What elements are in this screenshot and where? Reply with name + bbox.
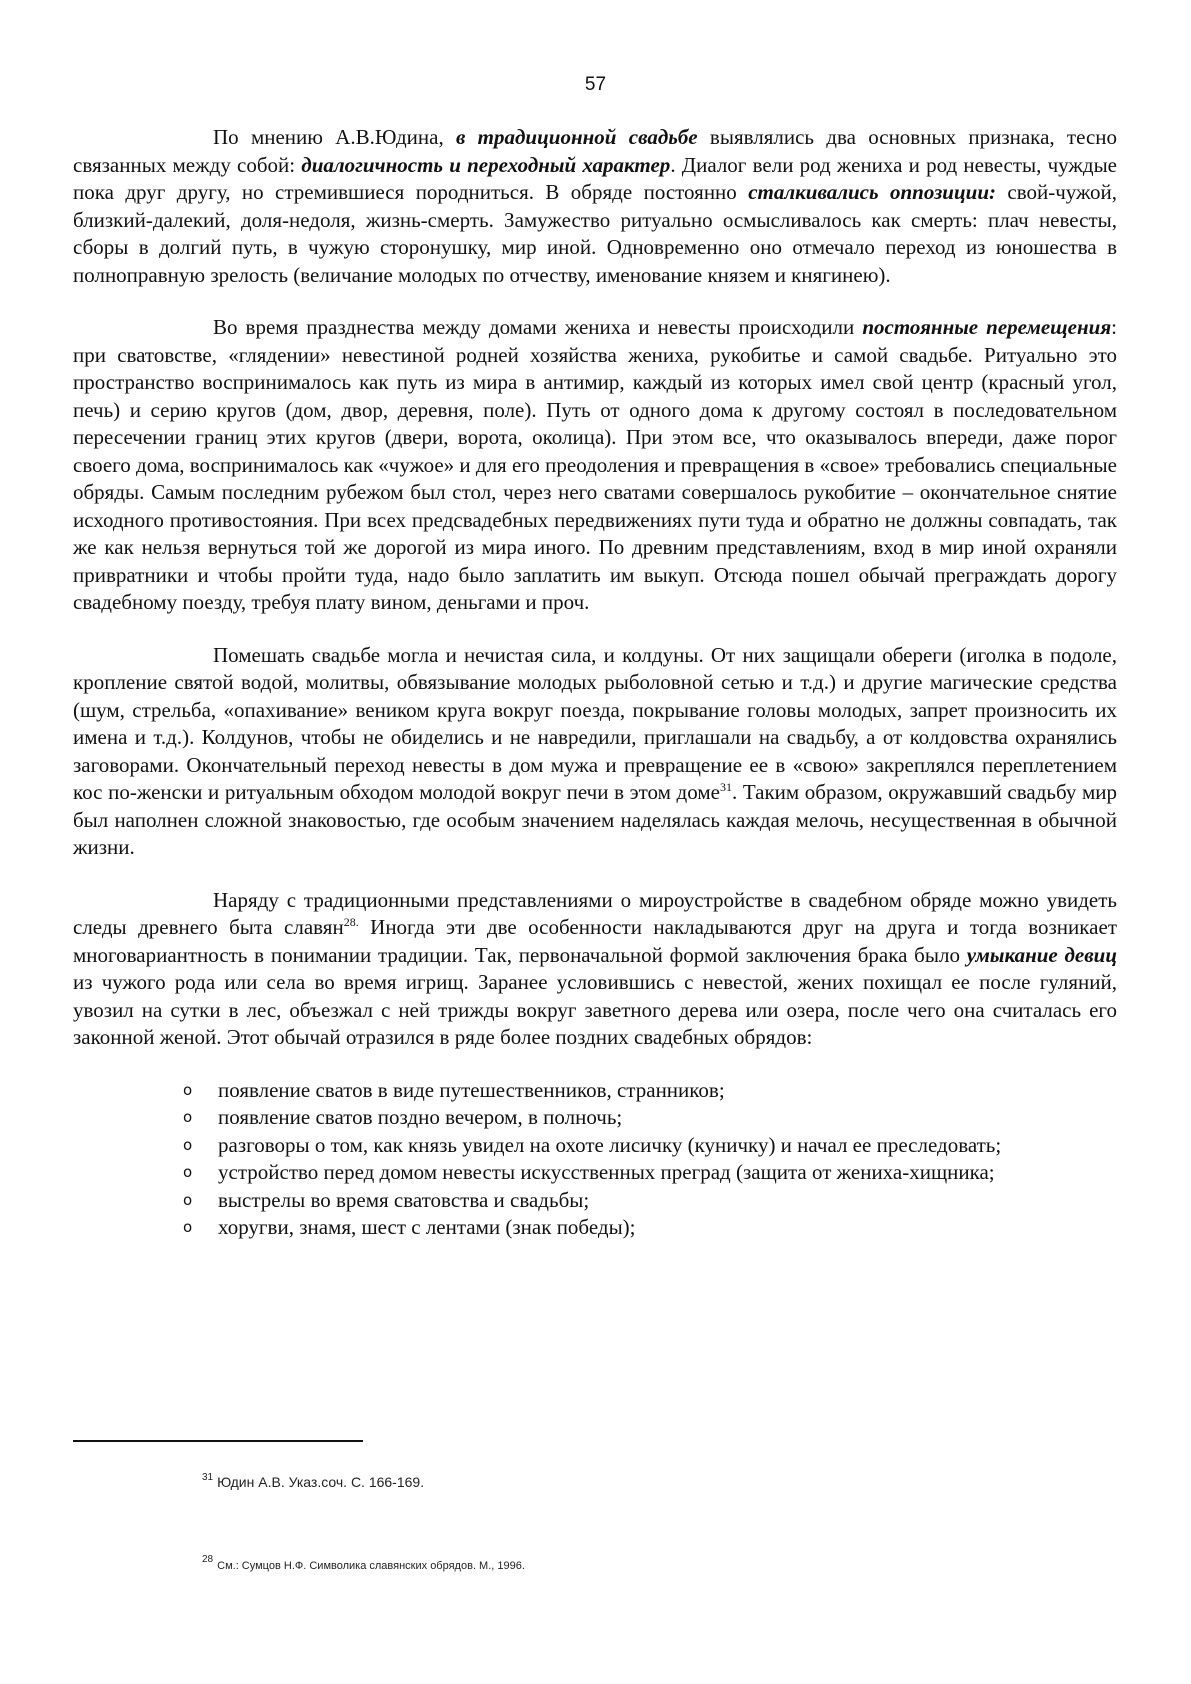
bullet-marker: o — [183, 1135, 193, 1154]
emphasis-term: умыкание девиц — [966, 942, 1117, 967]
list-item — [73, 1132, 1117, 1160]
footnote-number: 28 — [202, 1554, 214, 1565]
text-run: Во время празднества между домами жениха и невесты происходили — [213, 315, 863, 339]
list-item — [73, 1104, 1117, 1132]
list-item — [73, 1214, 1117, 1242]
text-run: Наряду с традиционными представлениями о мироустройстве в свадебном обряде можно увидеть следы древнего быта славян — [73, 887, 1117, 939]
list-item-text: разговоры о том, как князь увидел на охоте лисичку (куничку) и начал ее преследовать; — [218, 1132, 1002, 1157]
footnote-number: 31 — [202, 1472, 214, 1483]
bullet-list — [73, 1077, 1117, 1242]
text-run: выявлялись два основных признака, тесно связанных между собой: — [73, 125, 1118, 177]
text-run: свой-чужой, близкий-далекий, доля-недоля, жизнь-смерть. Замужество ритуально осмысливалось как смерть: плач невесты, сборы в долгий путь, в чужую сторонушку, мир иной. Одновременно оно отмечало переход из юношества в полноправную зрелость (величание молодых по отчеству, именование князем и княгинею). — [73, 180, 1117, 287]
list-item — [73, 1077, 1117, 1105]
text-run: . Диалог вели род жениха и род невесты, чуждые пока друг другу, но стремившиеся породниться. В обряде постоянно — [73, 152, 1117, 204]
paragraph-3 — [73, 642, 1117, 862]
footnote-text: Юдин А.В. Указ.соч. С. 166-169. — [217, 1474, 425, 1490]
bullet-marker: o — [183, 1163, 193, 1181]
footnote — [202, 1474, 424, 1490]
list-item-text: появление сватов в виде путешественников, странников; — [218, 1077, 725, 1102]
emphasis-term: сталкивались оппозиции: — [748, 180, 996, 204]
list-item-text: хоругви, знамя, шест с лентами (знак победы); — [218, 1215, 636, 1239]
list-item-text: выстрелы во время сватовства и свадьбы; — [218, 1187, 590, 1212]
bullet-marker: o — [183, 1108, 193, 1126]
text-run: . Таким образом, окружавший свадьбу мир был наполнен сложной знаковостью, где особым значением наделялась каждая мелочь, несущественная в обычной жизни. — [73, 780, 1118, 859]
text-run: : при сватовстве, «глядении» невестиной родней хозяйства жениха, рукобитье и самой свадьбе. Ритуально это пространство воспринималось как путь из мира в антимир, каждый из которых имел свой центр (красный угол, печь) и серию кругов (дом, двор, деревня, поле). Путь от одного дома к другому состоял в последовательном пересечении границ этих кругов (двери, ворота, околица). При этом все, что оказывалось впереди, даже порог своего дома, воспринималось как «чужое» и для его преодоления и превращения в «свое» требовались специальные обряды. Самым последним рубежом был стол, через него сватами совершалось рукобитие – окончательное снятие исходного противостояния. При всех предсвадебных передвижениях пути туда и обратно не должны совпадать, так же как нельзя вернуться той же дорогой из мира иного. По древним представлениям, вход в мир иной охраняли привратники и чтобы пройти туда, надо было заплатить им выкуп. Отсюда пошел обычай преграждать дорогу свадебному поезду, требуя плату вином, деньгами и проч. — [73, 315, 1117, 614]
list-item-text: устройство перед домом невесты искусственных преград (защита от жениха-хищника; — [218, 1160, 995, 1184]
footnote — [202, 1554, 525, 1572]
emphasis-term: диалогичность и переходный характер — [301, 152, 671, 177]
list-item-text: появление сватов поздно вечером, в полночь; — [218, 1105, 623, 1129]
text-run: из чужого рода или села во время игрищ. Заранее условившись с невестой, жених похищал ее после гуляний, увозил на сутки в лес, объезжал с ней трижды вокруг заветного дерева или озера, после чего она считалась его законной женой. Этот обычай отразился в ряде более поздних свадебных обрядов: — [73, 970, 1117, 1049]
bullet-marker: o — [183, 1190, 193, 1209]
emphasis-term: в традиционной свадьбе — [456, 125, 698, 149]
footnote-separator — [73, 1440, 363, 1442]
paragraph-2 — [73, 314, 1117, 617]
text-run: Помешать свадьбе могла и нечистая сила, и колдуны. От них защищали обереги (иголка в подоле, кропление святой водой, молитвы, обвязывание молодых рыболовной сетью и т.д.) и другие магические средства (шум, стрельба, «опахивание» веником круга вокруг поезда, покрывание головы молодых, запрет произносить их имена и т.д.). Колдунов, чтобы не обиделись и не навредили, приглашали на свадьбу, а от колдовства охранялись заговорами. Окончательный переход невесты в дом мужа и превращение ее в «свою» закреплялся переплетением кос по-женски и ритуальным обходом молодой вокруг печи в этом доме — [73, 642, 1117, 804]
list-item — [73, 1159, 1117, 1187]
text-run: По мнению А.В.Юдина, — [213, 125, 457, 149]
paragraph-1 — [73, 124, 1117, 289]
bullet-marker: o — [183, 1080, 193, 1099]
body-text — [73, 124, 1117, 1242]
footnote-text: См.: Сумцов Н.Ф. Символика славянских обрядов. М., 1996. — [217, 1560, 525, 1572]
footnote-reference: 28. — [343, 915, 359, 929]
paragraph-4 — [73, 887, 1117, 1052]
emphasis-term: постоянные перемещения — [862, 315, 1112, 339]
list-item — [73, 1187, 1117, 1215]
bullet-marker: o — [183, 1218, 193, 1236]
page-number: 57 — [584, 74, 607, 95]
text-run: Иногда эти две особенности накладываются друг на друга и тогда возникает многовариантность в понимании традиции. Так, первоначальной формой заключения брака было — [73, 915, 1117, 967]
footnote-reference: 31 — [719, 780, 732, 794]
